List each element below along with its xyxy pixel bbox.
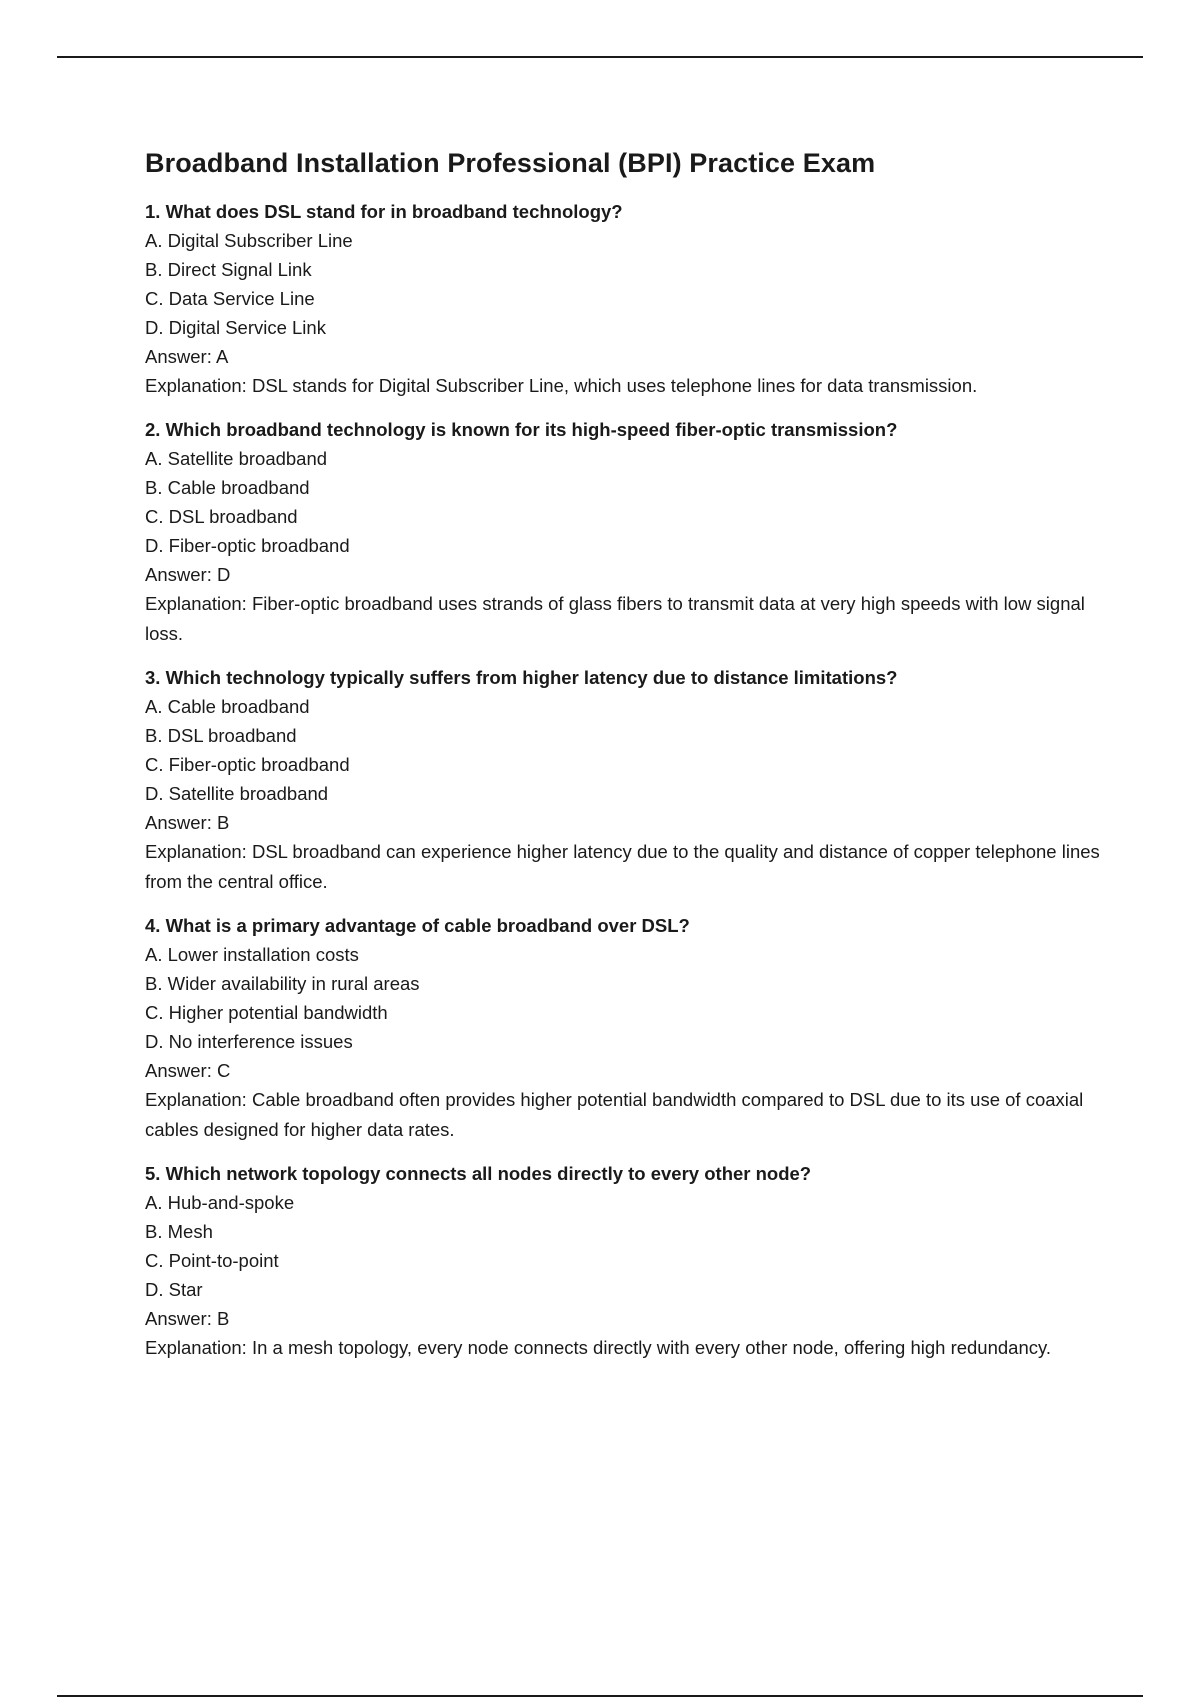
question-text: 5. Which network topology connects all nodes directly to every other node? [145,1163,812,1184]
question-block-5 [145,1159,1105,1363]
option-d: D. Fiber-optic broadband [145,535,350,556]
question-block-2 [145,415,1105,649]
question-text: 3. Which technology typically suffers from higher latency due to distance limitations? [145,667,898,688]
option-b: B. Mesh [145,1221,213,1242]
option-b: B. Direct Signal Link [145,259,312,280]
question-text: 4. What is a primary advantage of cable broadband over DSL? [145,915,690,936]
bottom-rule [57,1695,1143,1697]
answer: Answer: B [145,1308,230,1329]
option-b: B. DSL broadband [145,725,297,746]
top-rule [57,56,1143,58]
option-b: B. Cable broadband [145,477,310,498]
explanation: Explanation: Cable broadband often provides higher potential bandwidth compared to DSL due to its use of coaxial cables designed for higher data rates. [145,1089,1084,1140]
explanation: Explanation: DSL broadband can experience higher latency due to the quality and distance of copper telephone lines from the central office. [145,841,1100,892]
option-c: C. Point-to-point [145,1250,279,1271]
question-block-3 [145,663,1105,897]
answer: Answer: D [145,564,231,585]
answer: Answer: A [145,346,229,367]
document-title: Broadband Installation Professional (BPI) Practice Exam [145,148,876,178]
option-a: A. Digital Subscriber Line [145,230,353,251]
document-body [145,146,1105,1377]
option-a: A. Hub-and-spoke [145,1192,295,1213]
option-d: D. No interference issues [145,1031,353,1052]
option-d: D. Satellite broadband [145,783,329,804]
answer: Answer: C [145,1060,231,1081]
question-text: 1. What does DSL stand for in broadband technology? [145,201,623,222]
question-text: 2. Which broadband technology is known for its high-speed fiber-optic transmission? [145,419,898,440]
option-d: D. Digital Service Link [145,317,326,338]
option-c: C. Data Service Line [145,288,315,309]
explanation: Explanation: Fiber-optic broadband uses strands of glass fibers to transmit data at very high speeds with low signal loss. [145,593,1085,644]
option-c: C. Higher potential bandwidth [145,1002,388,1023]
option-b: B. Wider availability in rural areas [145,973,420,994]
explanation: Explanation: DSL stands for Digital Subscriber Line, which uses telephone lines for data transmission. [145,375,978,396]
option-c: C. DSL broadband [145,506,298,527]
option-a: A. Cable broadband [145,696,310,717]
option-a: A. Lower installation costs [145,944,359,965]
option-d: D. Star [145,1279,203,1300]
answer: Answer: B [145,812,230,833]
question-block-4 [145,911,1105,1145]
option-a: A. Satellite broadband [145,448,328,469]
explanation: Explanation: In a mesh topology, every node connects directly with every other node, offering high redundancy. [145,1337,1052,1358]
question-block-1 [145,197,1105,401]
option-c: C. Fiber-optic broadband [145,754,350,775]
